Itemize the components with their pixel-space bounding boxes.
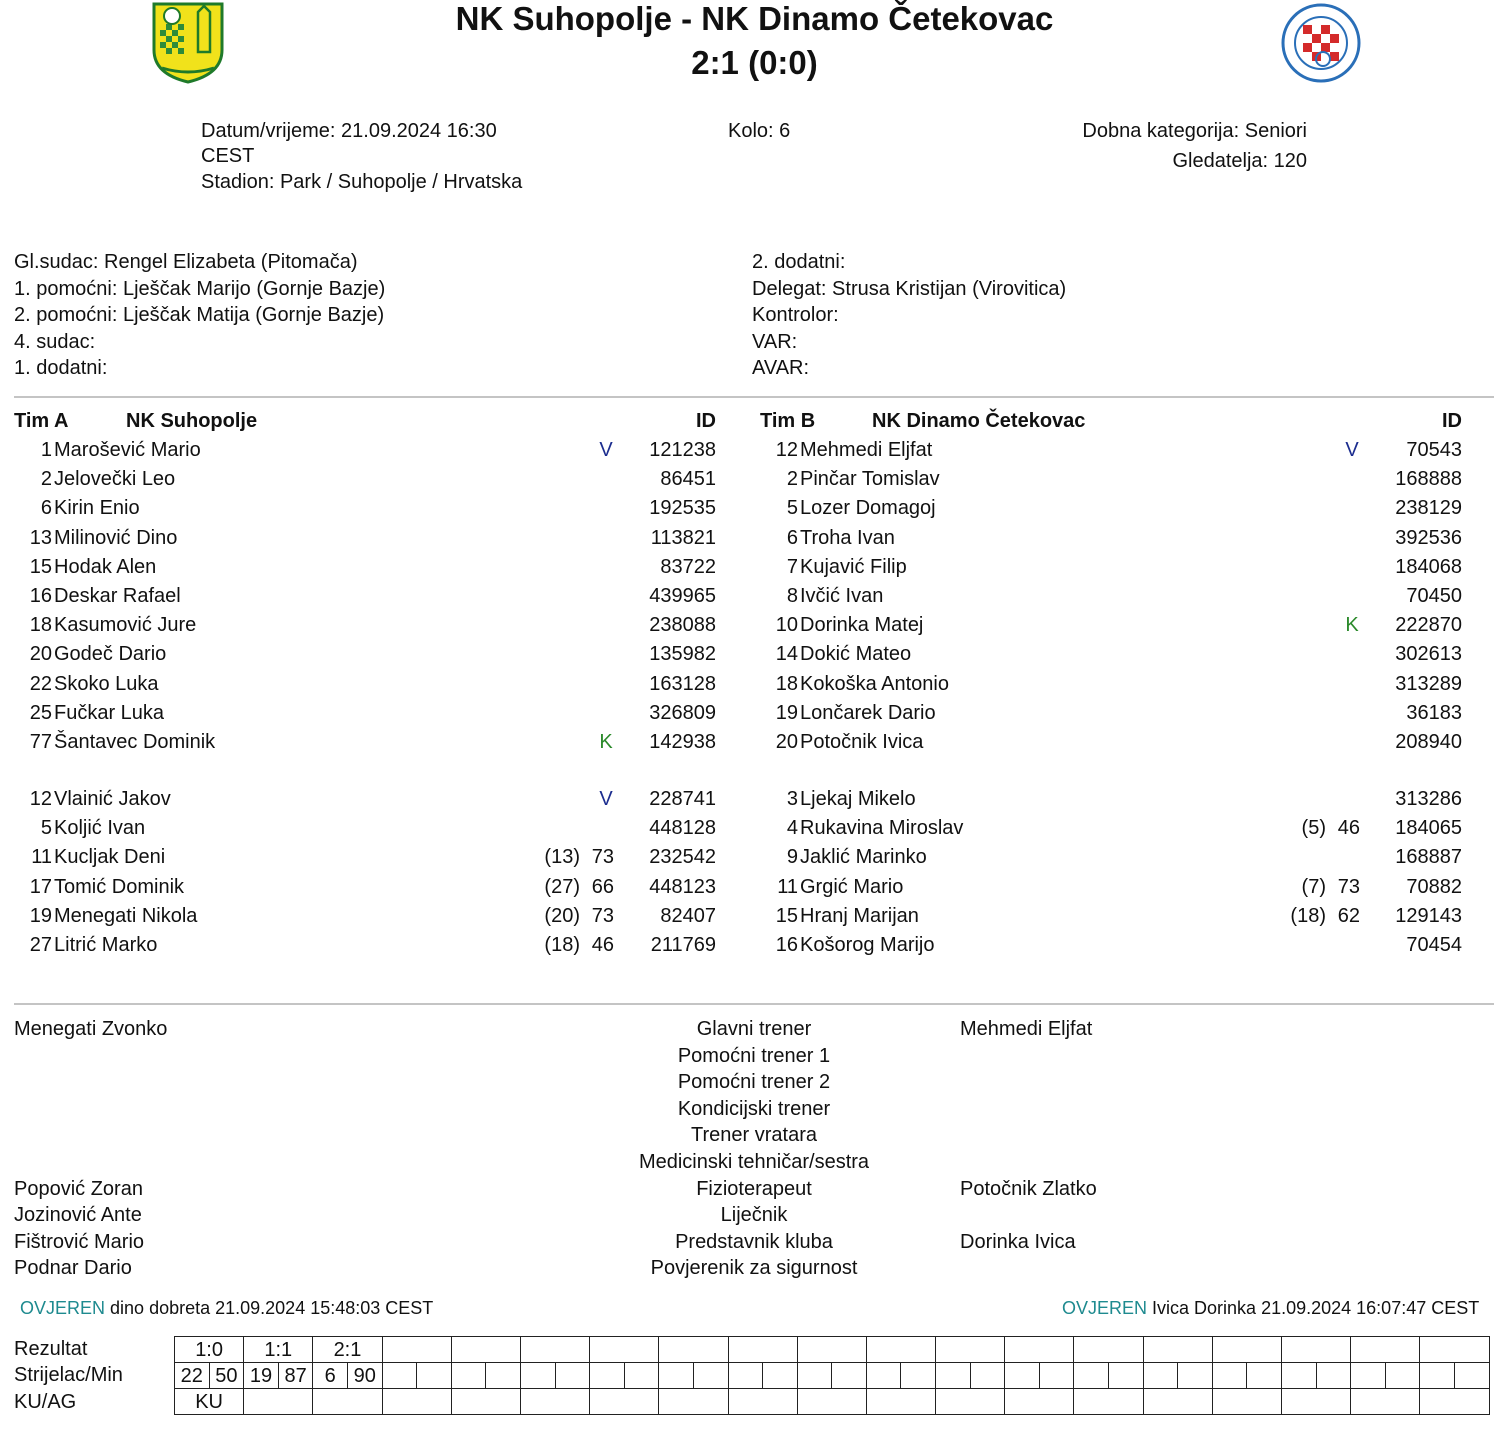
grid-scorer-cell [1074, 1363, 1109, 1389]
player-id: 70454 [1406, 934, 1462, 956]
grid-scorer-cell [417, 1363, 452, 1389]
team-a-id-header: ID [696, 410, 716, 432]
player-row [14, 902, 734, 931]
player-row [14, 494, 734, 523]
sub-minute: 73 [591, 846, 614, 869]
player-id: 86451 [660, 468, 716, 491]
player-id: 448123 [649, 875, 716, 898]
player-name: Hodak Alen [54, 555, 157, 578]
grid-result-cell [520, 1337, 589, 1363]
player-row [14, 785, 734, 814]
team-b-id-header: ID [1442, 410, 1462, 432]
player-row [14, 699, 734, 728]
official-line: 4. sudac: [14, 331, 96, 353]
player-name: Kokoška Antonio [800, 672, 949, 695]
grid-scorer-cell: 6 [313, 1363, 348, 1389]
player-id: 113821 [650, 526, 716, 549]
player-row [14, 436, 734, 465]
grid-scorer-cell [970, 1363, 1005, 1389]
grid-scorer-cell [832, 1363, 867, 1389]
grid-kuag-cell [866, 1389, 935, 1415]
grid-scorer-cell [1178, 1363, 1213, 1389]
player-row [760, 670, 1480, 699]
grid-kuag-cell [659, 1389, 728, 1415]
sub-minute: 62 [1337, 904, 1360, 927]
player-id: 238129 [1395, 497, 1462, 520]
verification-away [1062, 1297, 1479, 1319]
player-number: 1 [40, 439, 52, 461]
grid-kuag-cell [797, 1389, 866, 1415]
player-row [14, 611, 734, 640]
player-row [14, 843, 734, 872]
grid-kuag-cell [520, 1389, 589, 1415]
player-row [14, 582, 734, 611]
grid-kuag-cell [1351, 1389, 1420, 1415]
goalkeeper-mark: V [599, 439, 613, 461]
grid-scorer-cell [1385, 1363, 1420, 1389]
staff-away-name: Potočnik Zlatko [960, 1177, 1097, 1200]
player-row [760, 640, 1480, 669]
player-number: 10 [775, 614, 798, 637]
grid-row-result [175, 1337, 1490, 1363]
player-name: Dorinka Matej [800, 614, 924, 637]
player-number: 18 [29, 614, 52, 637]
staff-home-name: Menegati Zvonko [14, 1018, 168, 1040]
player-name: Lončarek Dario [800, 701, 936, 724]
player-number: 16 [29, 585, 52, 607]
player-id: 168887 [1395, 846, 1462, 869]
match-timezone: CEST [201, 145, 255, 167]
verified-by-text: Ivica Dorinka 21.09.2024 16:07:47 CEST [1147, 1298, 1480, 1318]
grid-scorer-cell [659, 1363, 694, 1389]
grid-label-kuag: KU/AG [14, 1391, 77, 1413]
age-category: Dobna kategorija: Seniori [1082, 120, 1307, 142]
official-line: 2. pomoćni: Lješčak Matija (Gornje Bazje) [14, 304, 385, 326]
sub-minute: 46 [1337, 817, 1360, 840]
player-id: 232542 [649, 846, 716, 869]
staff-home-name: Fištrović Mario [14, 1230, 145, 1253]
player-number: 15 [775, 904, 798, 927]
player-name: Godeč Dario [54, 643, 167, 666]
player-id: 142938 [649, 731, 716, 753]
player-number: 2 [786, 468, 798, 491]
staff-role-label: Pomoćni trener 2 [677, 1071, 831, 1094]
divider [14, 396, 1494, 398]
player-row [760, 814, 1480, 843]
grid-result-cell [1074, 1337, 1143, 1363]
player-row [760, 553, 1480, 582]
official-line: VAR: [752, 331, 798, 353]
grid-kuag-cell [728, 1389, 797, 1415]
grid-result-cell [382, 1337, 451, 1363]
player-number: 14 [775, 643, 798, 666]
player-name: Rukavina Miroslav [800, 817, 964, 840]
player-number: 6 [786, 526, 798, 549]
player-id: 83722 [660, 555, 716, 578]
player-row [14, 670, 734, 699]
grid-scorer-cell [451, 1363, 486, 1389]
grid-label-result: Rezultat [14, 1338, 88, 1360]
grid-scorer-cell [1282, 1363, 1317, 1389]
staff-home-name: Jozinović Ante [14, 1204, 142, 1227]
player-name: Fučkar Luka [54, 701, 165, 724]
player-number: 19 [29, 904, 52, 927]
grid-row-scorer [175, 1363, 1490, 1389]
grid-scorer-cell [797, 1363, 832, 1389]
player-row [760, 494, 1480, 523]
captain-mark: K [599, 731, 613, 753]
grid-result-cell [728, 1337, 797, 1363]
player-id: 222870 [1395, 614, 1462, 637]
player-name: Košorog Marijo [800, 934, 935, 956]
player-number: 15 [29, 555, 52, 578]
grid-kuag-cell [1212, 1389, 1281, 1415]
grid-scorer-cell [763, 1363, 798, 1389]
player-name: Tomić Dominik [54, 875, 185, 898]
sub-replaced-number: (18) [1290, 904, 1326, 927]
grid-scorer-cell [520, 1363, 555, 1389]
official-line: 1. pomoćni: Lješčak Marijo (Gornje Bazje) [14, 278, 386, 300]
player-name: Troha Ivan [800, 526, 895, 549]
sub-minute: 46 [591, 934, 614, 956]
staff-role-label: Povjerenik za sigurnost [650, 1257, 858, 1280]
grid-result-cell [1005, 1337, 1074, 1363]
grid-scorer-cell [382, 1363, 417, 1389]
player-number: 18 [775, 672, 798, 695]
player-id: 211769 [650, 934, 716, 956]
grid-result-cell [590, 1337, 659, 1363]
goalkeeper-mark: V [1345, 439, 1359, 461]
player-number: 7 [786, 555, 798, 578]
player-row [760, 931, 1480, 960]
sub-minute: 73 [591, 904, 614, 927]
sub-replaced-number: (7) [1301, 875, 1326, 898]
player-number: 8 [786, 585, 798, 607]
staff-role-label: Kondicijski trener [677, 1097, 831, 1120]
grid-label-scorer: Strijelac/Min [14, 1364, 123, 1386]
grid-kuag-cell [451, 1389, 520, 1415]
grid-kuag-cell [313, 1389, 382, 1415]
team-b-label: Tim B [760, 410, 816, 432]
player-name: Šantavec Dominik [54, 731, 216, 753]
player-name: Koljić Ivan [54, 817, 146, 840]
grid-scorer-cell [1351, 1363, 1386, 1389]
grid-scorer-cell [1109, 1363, 1144, 1389]
grid-scorer-cell [1005, 1363, 1040, 1389]
player-number: 77 [29, 731, 52, 753]
staff-away-name: Dorinka Ivica [960, 1230, 1076, 1253]
player-row [760, 524, 1480, 553]
player-row [760, 843, 1480, 872]
player-number: 11 [777, 875, 798, 898]
staff-home-name: Podnar Dario [14, 1257, 132, 1280]
player-number: 5 [40, 817, 52, 840]
sub-replaced-number: (13) [544, 846, 580, 869]
grid-scorer-cell [1316, 1363, 1351, 1389]
captain-mark: K [1345, 614, 1359, 637]
player-row [760, 902, 1480, 931]
grid-scorer-cell [1039, 1363, 1074, 1389]
staff-role-label: Fizioterapeut [696, 1177, 812, 1200]
grid-result-cell: 2:1 [313, 1337, 382, 1363]
verified-by-text: dino dobreta 21.09.2024 15:48:03 CEST [105, 1298, 434, 1318]
sub-replaced-number: (5) [1301, 817, 1326, 840]
official-line: 1. dodatni: [14, 357, 108, 379]
grid-kuag-cell [1074, 1389, 1143, 1415]
grid-scorer-cell [901, 1363, 936, 1389]
player-number: 3 [786, 788, 798, 810]
player-number: 19 [775, 701, 798, 724]
match-round: Kolo: 6 [728, 120, 791, 142]
player-row [14, 873, 734, 902]
player-row [14, 814, 734, 843]
grid-scorer-cell [486, 1363, 521, 1389]
staff-role-label: Liječnik [720, 1204, 788, 1227]
grid-result-cell [1282, 1337, 1351, 1363]
staff-role-label: Predstavnik kluba [675, 1230, 833, 1253]
team-a-name: NK Suhopolje [126, 410, 258, 432]
grid-result-cell [659, 1337, 728, 1363]
player-id: 70882 [1406, 875, 1462, 898]
player-number: 12 [775, 439, 798, 461]
player-name: Marošević Mario [54, 439, 201, 461]
player-id: 36183 [1406, 701, 1462, 724]
grid-kuag-cell [382, 1389, 451, 1415]
divider [14, 1003, 1494, 1005]
player-row [14, 931, 734, 960]
grid-scorer-cell [555, 1363, 590, 1389]
player-id: 439965 [649, 585, 716, 607]
match-stadium: Stadion: Park / Suhopolje / Hrvatska [201, 171, 523, 193]
player-name: Lozer Domagoj [800, 497, 936, 520]
player-name: Vlainić Jakov [54, 788, 171, 810]
sub-replaced-number: (18) [544, 934, 580, 956]
player-id: 326809 [649, 701, 716, 724]
player-number: 4 [786, 817, 798, 840]
player-name: Jelovečki Leo [54, 468, 176, 491]
grid-result-cell [1420, 1337, 1489, 1363]
grid-result-cell [1143, 1337, 1212, 1363]
sub-replaced-number: (27) [544, 875, 580, 898]
player-name: Dokić Mateo [800, 643, 912, 666]
player-id: 313286 [1395, 788, 1462, 810]
player-id: 208940 [1395, 731, 1462, 753]
player-id: 302613 [1395, 643, 1462, 666]
player-number: 20 [29, 643, 52, 666]
player-row [760, 728, 1480, 757]
grid-row-kuag [175, 1389, 1490, 1415]
official-line: AVAR: [752, 357, 810, 379]
grid-scorer-cell [1212, 1363, 1247, 1389]
verified-tag: OVJEREN [1062, 1298, 1148, 1318]
sub-replaced-number: (20) [544, 904, 580, 927]
player-name: Grgić Mario [800, 875, 904, 898]
player-number: 12 [29, 788, 52, 810]
player-number: 9 [786, 846, 798, 869]
player-name: Kucljak Deni [54, 846, 166, 869]
player-name: Ljekaj Mikelo [800, 788, 916, 810]
player-name: Potočnik Ivica [800, 731, 924, 753]
player-number: 20 [775, 731, 798, 753]
player-number: 17 [29, 875, 52, 898]
grid-scorer-cell [1420, 1363, 1455, 1389]
grid-scorer-cell [936, 1363, 971, 1389]
player-row [14, 728, 734, 757]
sub-minute: 73 [1337, 875, 1360, 898]
player-row [760, 611, 1480, 640]
player-id: 184068 [1395, 555, 1462, 578]
grid-scorer-cell [693, 1363, 728, 1389]
player-row [14, 465, 734, 494]
grid-scorer-cell [728, 1363, 763, 1389]
player-name: Mehmedi Eljfat [800, 439, 933, 461]
player-number: 11 [31, 846, 52, 869]
player-name: Deskar Rafael [54, 585, 181, 607]
grid-kuag-cell [1143, 1389, 1212, 1415]
player-id: 121238 [649, 439, 716, 461]
player-id: 184065 [1395, 817, 1462, 840]
spectators: Gledatelja: 120 [1172, 150, 1307, 172]
player-id: 70450 [1406, 585, 1462, 607]
player-id: 168888 [1395, 468, 1462, 491]
verified-tag: OVJEREN [20, 1298, 106, 1318]
player-number: 2 [40, 468, 52, 491]
player-row [760, 465, 1480, 494]
player-number: 6 [40, 497, 52, 520]
grid-result-cell [451, 1337, 520, 1363]
player-name: Litrić Marko [54, 934, 158, 956]
match-datetime: Datum/vrijeme: 21.09.2024 16:30 [201, 120, 497, 142]
player-row [760, 785, 1480, 814]
player-number: 27 [29, 934, 52, 956]
grid-kuag-cell [1005, 1389, 1074, 1415]
grid-result-cell: 1:0 [175, 1337, 244, 1363]
player-name: Kujavić Filip [800, 555, 907, 578]
player-number: 13 [29, 526, 52, 549]
grid-kuag-cell [1282, 1389, 1351, 1415]
player-row [14, 524, 734, 553]
player-name: Skoko Luka [54, 672, 159, 695]
grid-scorer-cell [624, 1363, 659, 1389]
grid-scorer-cell: 90 [347, 1363, 382, 1389]
grid-result-cell [936, 1337, 1005, 1363]
staff-away-name: Mehmedi Eljfat [960, 1018, 1093, 1040]
player-name: Milinović Dino [54, 526, 178, 549]
official-line: Gl.sudac: Rengel Elizabeta (Pitomača) [14, 251, 358, 273]
player-id: 448128 [649, 817, 716, 840]
match-title: NK Suhopolje - NK Dinamo Četekovac [455, 0, 1054, 37]
grid-result-cell: 1:1 [244, 1337, 313, 1363]
grid-scorer-cell: 50 [209, 1363, 244, 1389]
player-name: Hranj Marijan [800, 904, 919, 927]
player-id: 238088 [649, 614, 716, 637]
player-row [14, 553, 734, 582]
player-name: Jaklić Marinko [800, 846, 927, 869]
player-id: 82407 [660, 904, 716, 927]
official-line: 2. dodatni: [752, 251, 846, 273]
player-number: 16 [775, 934, 798, 956]
staff-role-label: Pomoćni trener 1 [677, 1044, 831, 1067]
staff-role-label: Medicinski tehničar/sestra [638, 1151, 870, 1173]
player-row [760, 582, 1480, 611]
player-row [14, 640, 734, 669]
grid-kuag-cell [936, 1389, 1005, 1415]
grid-kuag-cell [590, 1389, 659, 1415]
verification-home [20, 1297, 433, 1319]
grid-result-cell [1351, 1337, 1420, 1363]
grid-scorer-cell: 22 [175, 1363, 210, 1389]
team-a-label: Tim A [14, 410, 69, 432]
grid-scorer-cell [590, 1363, 625, 1389]
result-grid [174, 1336, 1490, 1415]
player-id: 228741 [649, 788, 716, 810]
grid-kuag-cell [1420, 1389, 1489, 1415]
player-id: 392536 [1395, 526, 1462, 549]
grid-scorer-cell: 19 [244, 1363, 279, 1389]
player-number: 25 [29, 701, 52, 724]
player-number: 22 [29, 672, 52, 695]
official-line: Kontrolor: [752, 304, 839, 326]
player-name: Menegati Nikola [54, 904, 198, 927]
player-id: 163128 [649, 672, 716, 695]
player-id: 135982 [649, 643, 716, 666]
staff-home-name: Popović Zoran [14, 1177, 143, 1200]
grid-result-cell [1212, 1337, 1281, 1363]
grid-kuag-cell: KU [175, 1389, 244, 1415]
player-name: Ivčić Ivan [800, 585, 884, 607]
sub-minute: 66 [591, 875, 614, 898]
player-name: Kasumović Jure [54, 614, 197, 637]
grid-kuag-cell [244, 1389, 313, 1415]
player-name: Kirin Enio [54, 497, 140, 520]
grid-scorer-cell [1143, 1363, 1178, 1389]
goalkeeper-mark: V [599, 788, 613, 810]
player-id: 313289 [1395, 672, 1462, 695]
staff-role-label: Trener vratara [691, 1124, 817, 1147]
player-id: 70543 [1406, 439, 1462, 461]
official-line: Delegat: Strusa Kristijan (Virovitica) [752, 278, 1067, 300]
grid-scorer-cell [866, 1363, 901, 1389]
player-id: 129143 [1395, 904, 1462, 927]
staff-role-label: Glavni trener [696, 1018, 812, 1040]
player-id: 192535 [649, 497, 716, 520]
player-row [760, 873, 1480, 902]
grid-result-cell [866, 1337, 935, 1363]
grid-scorer-cell [1247, 1363, 1282, 1389]
grid-scorer-cell [1454, 1363, 1489, 1389]
player-name: Pinčar Tomislav [800, 468, 940, 491]
team-b-name: NK Dinamo Četekovac [872, 410, 1086, 432]
player-row [760, 699, 1480, 728]
grid-result-cell [797, 1337, 866, 1363]
match-score: 2:1 (0:0) [691, 44, 818, 81]
grid-scorer-cell: 87 [278, 1363, 313, 1389]
player-number: 5 [786, 497, 798, 520]
player-row [760, 436, 1480, 465]
